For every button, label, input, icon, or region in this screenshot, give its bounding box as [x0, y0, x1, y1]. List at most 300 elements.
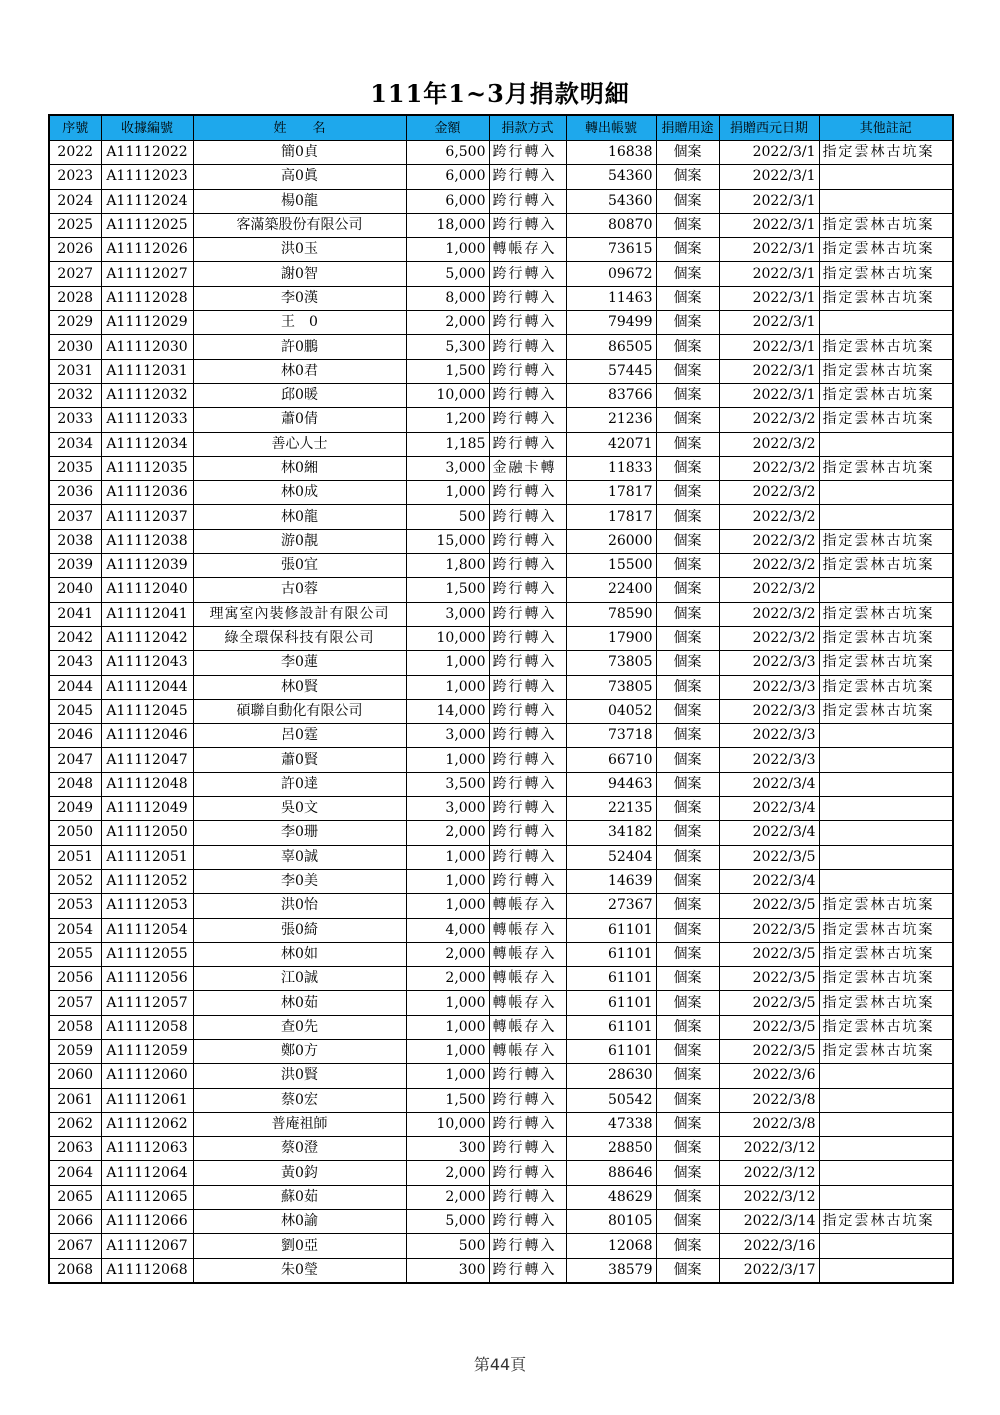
cell-date: 2022/3/17	[719, 1258, 819, 1283]
cell-account: 17900	[566, 626, 656, 650]
cell-account: 04052	[566, 699, 656, 723]
cell-receipt-no: A11112029	[101, 311, 193, 335]
cell-note	[819, 311, 953, 335]
cell-note: 指定雲林古坑案	[819, 626, 953, 650]
cell-note: 指定雲林古坑案	[819, 359, 953, 383]
cell-note: 指定雲林古坑案	[819, 651, 953, 675]
cell-receipt-no: A11112063	[101, 1137, 193, 1161]
cell-name: 李0美	[193, 869, 406, 893]
cell-purpose: 個案	[656, 578, 719, 602]
cell-serial-no: 2037	[49, 505, 101, 529]
cell-method: 跨行轉入	[489, 772, 566, 796]
cell-method: 跨行轉入	[489, 578, 566, 602]
cell-receipt-no: A11112036	[101, 481, 193, 505]
cell-account: 61101	[566, 967, 656, 991]
cell-serial-no: 2022	[49, 141, 101, 165]
cell-purpose: 個案	[656, 359, 719, 383]
cell-date: 2022/3/8	[719, 1112, 819, 1136]
cell-amount: 2,000	[406, 967, 489, 991]
cell-method: 跨行轉入	[489, 141, 566, 165]
cell-note: 指定雲林古坑案	[819, 456, 953, 480]
cell-date: 2022/3/1	[719, 335, 819, 359]
cell-name: 張0綺	[193, 918, 406, 942]
cell-amount: 5,300	[406, 335, 489, 359]
cell-note	[819, 1112, 953, 1136]
table-row	[49, 699, 953, 723]
cell-name: 洪0玉	[193, 238, 406, 262]
cell-name: 林0緗	[193, 456, 406, 480]
cell-note: 指定雲林古坑案	[819, 1210, 953, 1234]
cell-date: 2022/3/1	[719, 141, 819, 165]
cell-note: 指定雲林古坑案	[819, 1015, 953, 1039]
cell-serial-no: 2040	[49, 578, 101, 602]
cell-amount: 1,000	[406, 991, 489, 1015]
cell-purpose: 個案	[656, 529, 719, 553]
cell-name: 鄭0方	[193, 1039, 406, 1063]
cell-method: 跨行轉入	[489, 1258, 566, 1283]
cell-amount: 2,000	[406, 311, 489, 335]
cell-receipt-no: A11112039	[101, 554, 193, 578]
cell-name: 許0達	[193, 772, 406, 796]
cell-purpose: 個案	[656, 626, 719, 650]
cell-note: 指定雲林古坑案	[819, 602, 953, 626]
cell-purpose: 個案	[656, 286, 719, 310]
cell-receipt-no: A11112053	[101, 894, 193, 918]
cell-serial-no: 2032	[49, 383, 101, 407]
cell-date: 2022/3/3	[719, 724, 819, 748]
cell-purpose: 個案	[656, 675, 719, 699]
cell-name: 許0鵬	[193, 335, 406, 359]
cell-method: 跨行轉入	[489, 797, 566, 821]
cell-serial-no: 2068	[49, 1258, 101, 1283]
cell-name: 李0珊	[193, 821, 406, 845]
cell-method: 跨行轉入	[489, 262, 566, 286]
cell-account: 54360	[566, 189, 656, 213]
cell-amount: 3,000	[406, 724, 489, 748]
table-row	[49, 1064, 953, 1088]
header-purpose: 捐贈用途	[656, 115, 719, 141]
cell-serial-no: 2052	[49, 869, 101, 893]
cell-note: 指定雲林古坑案	[819, 262, 953, 286]
cell-receipt-no: A11112044	[101, 675, 193, 699]
cell-serial-no: 2026	[49, 238, 101, 262]
cell-serial-no: 2024	[49, 189, 101, 213]
cell-receipt-no: A11112031	[101, 359, 193, 383]
cell-method: 跨行轉入	[489, 286, 566, 310]
cell-note	[819, 1234, 953, 1258]
cell-purpose: 個案	[656, 408, 719, 432]
cell-purpose: 個案	[656, 238, 719, 262]
cell-date: 2022/3/2	[719, 529, 819, 553]
cell-account: 66710	[566, 748, 656, 772]
cell-date: 2022/3/1	[719, 213, 819, 237]
header-date: 捐贈西元日期	[719, 115, 819, 141]
cell-receipt-no: A11112028	[101, 286, 193, 310]
cell-serial-no: 2056	[49, 967, 101, 991]
cell-date: 2022/3/3	[719, 699, 819, 723]
cell-serial-no: 2033	[49, 408, 101, 432]
cell-method: 跨行轉入	[489, 1064, 566, 1088]
cell-purpose: 個案	[656, 845, 719, 869]
cell-receipt-no: A11112068	[101, 1258, 193, 1283]
cell-method: 跨行轉入	[489, 529, 566, 553]
cell-method: 跨行轉入	[489, 1234, 566, 1258]
cell-method: 跨行轉入	[489, 165, 566, 189]
cell-purpose: 個案	[656, 383, 719, 407]
cell-serial-no: 2061	[49, 1088, 101, 1112]
table-row	[49, 213, 953, 237]
cell-amount: 3,000	[406, 797, 489, 821]
cell-amount: 1,000	[406, 1015, 489, 1039]
cell-account: 22135	[566, 797, 656, 821]
cell-receipt-no: A11112041	[101, 602, 193, 626]
cell-amount: 500	[406, 505, 489, 529]
cell-method: 跨行轉入	[489, 651, 566, 675]
cell-receipt-no: A11112034	[101, 432, 193, 456]
cell-note	[819, 1137, 953, 1161]
table-row	[49, 238, 953, 262]
cell-note	[819, 1258, 953, 1283]
cell-account: 61101	[566, 918, 656, 942]
cell-amount: 2,000	[406, 1185, 489, 1209]
cell-method: 跨行轉入	[489, 869, 566, 893]
cell-serial-no: 2048	[49, 772, 101, 796]
cell-account: 17817	[566, 505, 656, 529]
cell-serial-no: 2065	[49, 1185, 101, 1209]
cell-amount: 1,000	[406, 481, 489, 505]
cell-receipt-no: A11112066	[101, 1210, 193, 1234]
cell-date: 2022/3/2	[719, 578, 819, 602]
cell-amount: 1,000	[406, 1064, 489, 1088]
cell-receipt-no: A11112050	[101, 821, 193, 845]
cell-purpose: 個案	[656, 432, 719, 456]
cell-purpose: 個案	[656, 821, 719, 845]
cell-note: 指定雲林古坑案	[819, 238, 953, 262]
cell-amount: 1,000	[406, 845, 489, 869]
cell-note	[819, 772, 953, 796]
cell-account: 73615	[566, 238, 656, 262]
cell-note	[819, 821, 953, 845]
cell-account: 17817	[566, 481, 656, 505]
cell-account: 61101	[566, 1015, 656, 1039]
cell-date: 2022/3/2	[719, 626, 819, 650]
cell-serial-no: 2036	[49, 481, 101, 505]
cell-method: 跨行轉入	[489, 359, 566, 383]
cell-name: 吳0文	[193, 797, 406, 821]
cell-name: 邱0暖	[193, 383, 406, 407]
cell-account: 61101	[566, 991, 656, 1015]
cell-serial-no: 2058	[49, 1015, 101, 1039]
cell-serial-no: 2066	[49, 1210, 101, 1234]
cell-serial-no: 2062	[49, 1112, 101, 1136]
cell-serial-no: 2031	[49, 359, 101, 383]
cell-method: 跨行轉入	[489, 1137, 566, 1161]
cell-date: 2022/3/12	[719, 1161, 819, 1185]
cell-note: 指定雲林古坑案	[819, 967, 953, 991]
cell-note: 指定雲林古坑案	[819, 213, 953, 237]
cell-amount: 2,000	[406, 942, 489, 966]
cell-amount: 1,500	[406, 1088, 489, 1112]
cell-purpose: 個案	[656, 797, 719, 821]
cell-account: 73805	[566, 675, 656, 699]
cell-method: 跨行轉入	[489, 626, 566, 650]
cell-serial-no: 2034	[49, 432, 101, 456]
cell-name: 洪0賢	[193, 1064, 406, 1088]
table-row	[49, 1185, 953, 1209]
cell-name: 李0漢	[193, 286, 406, 310]
cell-serial-no: 2063	[49, 1137, 101, 1161]
cell-date: 2022/3/2	[719, 432, 819, 456]
cell-amount: 4,000	[406, 918, 489, 942]
cell-method: 跨行轉入	[489, 1161, 566, 1185]
cell-account: 28630	[566, 1064, 656, 1088]
table-row	[49, 869, 953, 893]
cell-note	[819, 578, 953, 602]
cell-amount: 300	[406, 1137, 489, 1161]
cell-name: 朱0瑩	[193, 1258, 406, 1283]
cell-account: 83766	[566, 383, 656, 407]
cell-amount: 8,000	[406, 286, 489, 310]
cell-name: 李0蓮	[193, 651, 406, 675]
cell-name: 蕭0賢	[193, 748, 406, 772]
cell-receipt-no: A11112042	[101, 626, 193, 650]
cell-purpose: 個案	[656, 772, 719, 796]
table-row	[49, 894, 953, 918]
cell-serial-no: 2038	[49, 529, 101, 553]
cell-name: 林0龍	[193, 505, 406, 529]
cell-receipt-no: A11112038	[101, 529, 193, 553]
cell-note: 指定雲林古坑案	[819, 894, 953, 918]
cell-purpose: 個案	[656, 918, 719, 942]
table-row	[49, 1258, 953, 1283]
header-serial-no: 序號	[49, 115, 101, 141]
cell-amount: 1,000	[406, 894, 489, 918]
cell-method: 跨行轉入	[489, 505, 566, 529]
cell-receipt-no: A11112059	[101, 1039, 193, 1063]
table-row	[49, 1137, 953, 1161]
cell-account: 38579	[566, 1258, 656, 1283]
cell-date: 2022/3/3	[719, 651, 819, 675]
cell-amount: 1,000	[406, 675, 489, 699]
cell-account: 57445	[566, 359, 656, 383]
cell-purpose: 個案	[656, 335, 719, 359]
cell-date: 2022/3/2	[719, 456, 819, 480]
cell-receipt-no: A11112057	[101, 991, 193, 1015]
cell-amount: 2,000	[406, 821, 489, 845]
cell-name: 查0先	[193, 1015, 406, 1039]
cell-amount: 18,000	[406, 213, 489, 237]
cell-serial-no: 2023	[49, 165, 101, 189]
cell-serial-no: 2027	[49, 262, 101, 286]
cell-amount: 10,000	[406, 626, 489, 650]
cell-date: 2022/3/4	[719, 869, 819, 893]
cell-name: 楊0龍	[193, 189, 406, 213]
cell-purpose: 個案	[656, 1185, 719, 1209]
cell-purpose: 個案	[656, 311, 719, 335]
cell-name: 張0宜	[193, 554, 406, 578]
cell-name: 蔡0宏	[193, 1088, 406, 1112]
cell-purpose: 個案	[656, 213, 719, 237]
cell-method: 跨行轉入	[489, 1088, 566, 1112]
cell-account: 27367	[566, 894, 656, 918]
cell-name: 劉0亞	[193, 1234, 406, 1258]
cell-date: 2022/3/1	[719, 189, 819, 213]
cell-method: 跨行轉入	[489, 311, 566, 335]
cell-amount: 5,000	[406, 1210, 489, 1234]
cell-date: 2022/3/1	[719, 359, 819, 383]
table-row	[49, 1210, 953, 1234]
cell-account: 11833	[566, 456, 656, 480]
cell-amount: 1,500	[406, 359, 489, 383]
cell-method: 跨行轉入	[489, 748, 566, 772]
table-row	[49, 1088, 953, 1112]
cell-date: 2022/3/1	[719, 262, 819, 286]
document-title: 111年1~3月捐款明細	[370, 79, 630, 108]
header-amount: 金額	[406, 115, 489, 141]
table-row	[49, 797, 953, 821]
table-row	[49, 165, 953, 189]
cell-note	[819, 869, 953, 893]
table-row	[49, 918, 953, 942]
cell-note	[819, 1185, 953, 1209]
cell-note	[819, 797, 953, 821]
cell-name: 洪0怡	[193, 894, 406, 918]
table-row	[49, 578, 953, 602]
cell-receipt-no: A11112056	[101, 967, 193, 991]
cell-account: 11463	[566, 286, 656, 310]
cell-serial-no: 2064	[49, 1161, 101, 1185]
cell-amount: 1,000	[406, 651, 489, 675]
cell-serial-no: 2025	[49, 213, 101, 237]
cell-note: 指定雲林古坑案	[819, 991, 953, 1015]
cell-note: 指定雲林古坑案	[819, 408, 953, 432]
cell-name: 游0靚	[193, 529, 406, 553]
cell-name: 蕭0倩	[193, 408, 406, 432]
cell-account: 80105	[566, 1210, 656, 1234]
cell-note: 指定雲林古坑案	[819, 383, 953, 407]
cell-name: 辜0誠	[193, 845, 406, 869]
cell-amount: 1,500	[406, 578, 489, 602]
cell-method: 跨行轉入	[489, 189, 566, 213]
cell-note	[819, 165, 953, 189]
cell-amount: 15,000	[406, 529, 489, 553]
cell-receipt-no: A11112052	[101, 869, 193, 893]
cell-amount: 2,000	[406, 1161, 489, 1185]
header-account: 轉出帳號	[566, 115, 656, 141]
cell-account: 52404	[566, 845, 656, 869]
table-row	[49, 359, 953, 383]
table-row	[49, 821, 953, 845]
cell-name: 普庵祖師	[193, 1112, 406, 1136]
cell-date: 2022/3/5	[719, 894, 819, 918]
cell-account: 34182	[566, 821, 656, 845]
header-name: 姓 名	[193, 115, 406, 141]
cell-serial-no: 2047	[49, 748, 101, 772]
cell-name: 善心人士	[193, 432, 406, 456]
table-row	[49, 1161, 953, 1185]
cell-method: 跨行轉入	[489, 554, 566, 578]
cell-name: 高0眞	[193, 165, 406, 189]
table-row	[49, 262, 953, 286]
cell-date: 2022/3/5	[719, 845, 819, 869]
cell-name: 林0如	[193, 942, 406, 966]
cell-receipt-no: A11112033	[101, 408, 193, 432]
cell-serial-no: 2057	[49, 991, 101, 1015]
cell-purpose: 個案	[656, 991, 719, 1015]
cell-purpose: 個案	[656, 967, 719, 991]
cell-account: 28850	[566, 1137, 656, 1161]
cell-account: 94463	[566, 772, 656, 796]
cell-account: 78590	[566, 602, 656, 626]
cell-date: 2022/3/5	[719, 1015, 819, 1039]
cell-purpose: 個案	[656, 481, 719, 505]
cell-method: 跨行轉入	[489, 408, 566, 432]
cell-method: 跨行轉入	[489, 675, 566, 699]
cell-date: 2022/3/1	[719, 311, 819, 335]
table-row	[49, 505, 953, 529]
cell-serial-no: 2030	[49, 335, 101, 359]
cell-serial-no: 2060	[49, 1064, 101, 1088]
cell-receipt-no: A11112025	[101, 213, 193, 237]
cell-method: 跨行轉入	[489, 383, 566, 407]
cell-name: 林0君	[193, 359, 406, 383]
cell-name: 江0誠	[193, 967, 406, 991]
cell-purpose: 個案	[656, 1064, 719, 1088]
table-row	[49, 335, 953, 359]
cell-serial-no: 2035	[49, 456, 101, 480]
cell-receipt-no: A11112064	[101, 1161, 193, 1185]
header-method: 捐款方式	[489, 115, 566, 141]
cell-method: 跨行轉入	[489, 1210, 566, 1234]
header-receipt-no: 收據編號	[101, 115, 193, 141]
table-row	[49, 141, 953, 165]
cell-name: 謝0智	[193, 262, 406, 286]
table-row	[49, 383, 953, 407]
cell-account: 61101	[566, 1039, 656, 1063]
cell-purpose: 個案	[656, 724, 719, 748]
donation-table	[48, 114, 954, 1284]
cell-purpose: 個案	[656, 1210, 719, 1234]
cell-amount: 1,200	[406, 408, 489, 432]
cell-purpose: 個案	[656, 1137, 719, 1161]
cell-purpose: 個案	[656, 942, 719, 966]
cell-amount: 3,000	[406, 456, 489, 480]
cell-purpose: 個案	[656, 894, 719, 918]
cell-date: 2022/3/2	[719, 602, 819, 626]
table-row	[49, 1039, 953, 1063]
cell-serial-no: 2055	[49, 942, 101, 966]
cell-date: 2022/3/3	[719, 675, 819, 699]
cell-purpose: 個案	[656, 1015, 719, 1039]
cell-amount: 3,500	[406, 772, 489, 796]
cell-method: 跨行轉入	[489, 1185, 566, 1209]
cell-name: 客滿築股份有限公司	[193, 213, 406, 237]
cell-receipt-no: A11112040	[101, 578, 193, 602]
cell-date: 2022/3/5	[719, 967, 819, 991]
cell-purpose: 個案	[656, 1161, 719, 1185]
cell-serial-no: 2039	[49, 554, 101, 578]
cell-purpose: 個案	[656, 602, 719, 626]
cell-amount: 5,000	[406, 262, 489, 286]
cell-note	[819, 432, 953, 456]
cell-amount: 500	[406, 1234, 489, 1258]
cell-receipt-no: A11112024	[101, 189, 193, 213]
cell-amount: 10,000	[406, 383, 489, 407]
cell-purpose: 個案	[656, 505, 719, 529]
cell-method: 跨行轉入	[489, 724, 566, 748]
cell-date: 2022/3/2	[719, 481, 819, 505]
cell-method: 跨行轉入	[489, 602, 566, 626]
